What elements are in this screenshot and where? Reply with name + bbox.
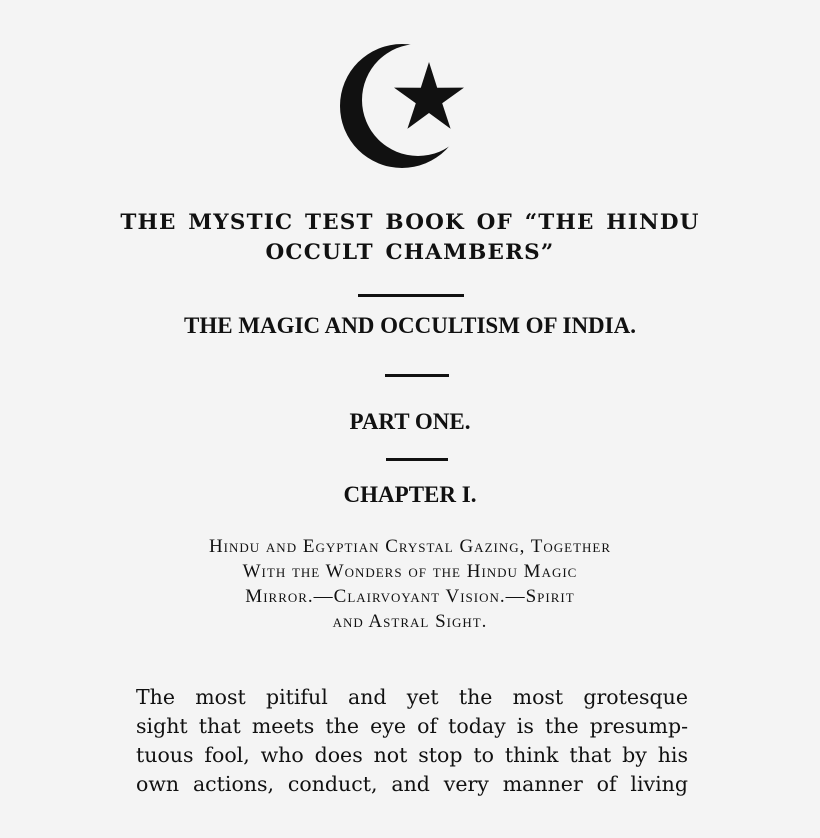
body-line-4: own actions, conduct, and very manner of living: [136, 772, 688, 796]
synopsis-line-2: With the Wonders of the Hindu Magic: [242, 561, 578, 582]
book-title-line-1: THE MYSTIC TEST BOOK OF “THE HINDU: [120, 210, 700, 235]
body-line-1: The most pitiful and yet the most grotesque: [136, 685, 688, 709]
body-line-3: tuous fool, who does not stop to think that by his: [136, 743, 688, 767]
chapter-synopsis: [120, 534, 700, 634]
part-heading: PART ONE.: [349, 409, 471, 434]
book-subtitle: THE MAGIC AND OCCULTISM OF INDIA.: [184, 313, 636, 338]
synopsis-line-3: Mirror.—Clairvoyant Vision.—Spirit: [245, 586, 575, 607]
book-title: [100, 208, 720, 268]
synopsis-line-1: Hindu and Egyptian Crystal Gazing, Together: [208, 536, 612, 557]
book-title-line-2: OCCULT CHAMBERS”: [265, 240, 555, 265]
synopsis-line-4: and Astral Sight.: [332, 611, 488, 632]
body-paragraph: [136, 683, 688, 799]
divider-rule-3: [386, 458, 448, 461]
divider-rule-2: [385, 374, 449, 377]
divider-rule-1: [358, 294, 464, 297]
crescent-and-star-icon: [340, 42, 480, 172]
chapter-heading: CHAPTER I.: [343, 482, 477, 507]
body-line-2: sight that meets the eye of today is the presump-: [136, 714, 688, 738]
